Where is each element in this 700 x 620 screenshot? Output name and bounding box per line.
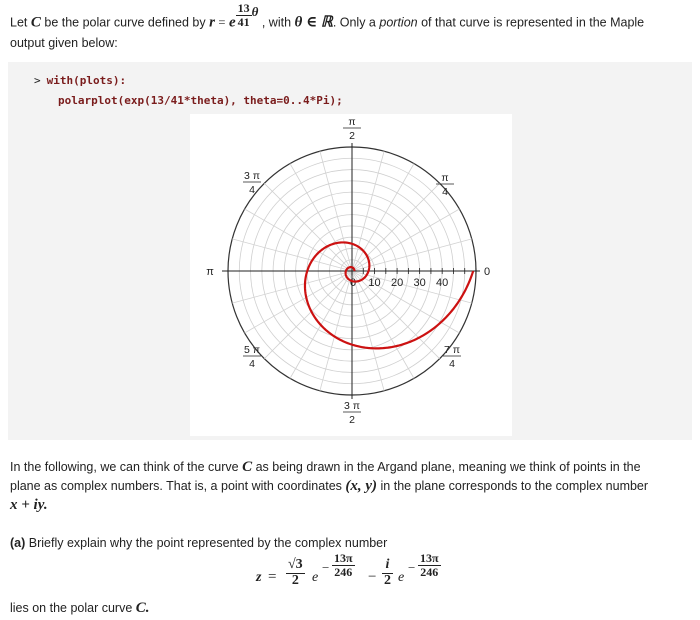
exp-theta: θ <box>251 4 259 20</box>
text: be the polar curve defined by <box>44 15 206 30</box>
angle-label-pi-over-4-den: 4 <box>442 186 448 198</box>
text: as being drawn in the Argand plane, meaning we think of points in the <box>255 460 641 474</box>
maple-output-block <box>8 62 692 440</box>
angle-label-pi-over-4-num: π <box>441 172 449 184</box>
numerator: 13π <box>420 551 439 565</box>
radial-tick-label: 10 <box>368 277 381 289</box>
exponent-fraction <box>236 2 252 28</box>
formula-equals: = <box>268 569 277 585</box>
maple-command-1 <box>34 74 126 87</box>
angle-label-3pi-over-2-den: 2 <box>349 414 355 426</box>
exp-fraction-1 <box>332 552 355 578</box>
radial-tick-label: 40 <box>436 277 449 289</box>
maple-prompt: > <box>34 74 41 87</box>
conclusion-line <box>10 600 150 617</box>
portion-emphasis: portion <box>379 15 418 30</box>
theta-in-reals: θ ∈ ℝ <box>294 14 333 31</box>
text: in the plane corresponds to the complex number <box>380 479 649 493</box>
angle-label-3pi-over-2-num: 3 π <box>343 400 361 412</box>
curve-symbol: C. <box>135 600 150 616</box>
numerator: √3 <box>288 557 303 572</box>
angle-label-7pi-over-4-den: 4 <box>449 358 455 370</box>
numerator: i <box>382 558 393 574</box>
denominator: 2 <box>291 572 299 588</box>
maple-command-text: with(plots): <box>46 74 127 87</box>
radial-tick-label: 20 <box>390 277 404 289</box>
grid-spoke <box>349 271 414 378</box>
text: In the following, we can think of the curve <box>10 460 239 474</box>
formula-minus: − <box>368 569 377 585</box>
complex-number: x + iy. <box>10 497 48 513</box>
exp-denominator: 41 <box>237 14 250 29</box>
frac-sqrt3-over-2 <box>286 558 305 588</box>
angle-label-pi-over-2-den: 2 <box>349 130 355 142</box>
grid-spoke <box>264 271 352 359</box>
part-a-label: (a) <box>10 536 26 550</box>
part-a-text: Briefly explain why the point represented by the complex number <box>28 536 388 550</box>
argand-line-2 <box>10 477 694 496</box>
angle-label-pi: π <box>206 266 214 278</box>
text: of that curve is represented in the Maple <box>421 15 645 30</box>
intro-paragraph <box>10 1 694 52</box>
radial-origin-label: 0 <box>349 277 357 289</box>
frac-i-over-2 <box>382 558 393 588</box>
denominator: 246 <box>420 564 439 579</box>
coords: (x, y) <box>345 478 378 494</box>
grid-spoke <box>232 271 352 303</box>
grid-spoke <box>290 164 352 271</box>
radial-tick-label: 30 <box>413 277 426 289</box>
angle-label-5pi-over-4-num: 5 π <box>243 344 261 356</box>
argand-line-1 <box>10 458 694 477</box>
polar-plot-svg <box>190 114 512 436</box>
angle-label-5pi-over-4-den: 4 <box>249 358 255 370</box>
r-symbol: r <box>209 14 215 31</box>
maple-command-text: polarplot(exp(13/41*theta), theta=0..4*Pi); <box>58 94 343 107</box>
grid-spoke <box>320 151 352 271</box>
e-symbol: e <box>228 14 236 31</box>
argand-paragraph <box>10 458 694 515</box>
curve-symbol: C <box>242 459 253 475</box>
angle-label-3pi-over-4-den: 4 <box>249 184 255 196</box>
angle-label-zero: 0 <box>484 266 491 278</box>
intro-line-1 <box>10 1 694 32</box>
text: . Only a <box>332 15 376 30</box>
grid-spoke <box>352 183 440 271</box>
numerator: 13π <box>334 551 353 565</box>
polar-plot <box>190 114 512 436</box>
angle-label-pi-over-2-num: π <box>348 116 356 128</box>
exp-fraction-2 <box>418 552 441 578</box>
text: plane as complex numbers. That is, a point with coordinates <box>10 479 342 493</box>
exp-numerator: 13 <box>237 1 250 15</box>
argand-line-3 <box>10 496 694 515</box>
grid-spoke <box>352 151 384 271</box>
grid-spoke <box>352 164 414 271</box>
conclusion-text: lies on the polar curve <box>10 601 133 615</box>
text: Let <box>10 15 28 30</box>
part-a-line <box>10 536 387 550</box>
angle-label-7pi-over-4-num: 7 π <box>443 344 461 356</box>
grid-spoke <box>245 271 352 333</box>
formula-e: e <box>398 570 405 585</box>
denominator: 246 <box>334 564 353 579</box>
maple-command-2 <box>58 94 343 107</box>
equals: = <box>218 15 226 30</box>
denominator: 2 <box>384 572 391 588</box>
formula-z <box>256 551 516 598</box>
formula-z-symbol: z <box>256 570 262 585</box>
curve-symbol: C <box>30 14 41 31</box>
grid-spoke <box>245 209 352 271</box>
exp-minus: − <box>322 560 330 575</box>
grid-spoke <box>264 183 352 271</box>
intro-line-2: output given below: <box>10 36 118 50</box>
angle-label-3pi-over-4-num: 3 π <box>243 170 261 182</box>
exp-minus: − <box>408 560 416 575</box>
formula-e: e <box>312 570 319 585</box>
text: , with <box>261 15 292 30</box>
grid-spoke <box>320 271 352 391</box>
